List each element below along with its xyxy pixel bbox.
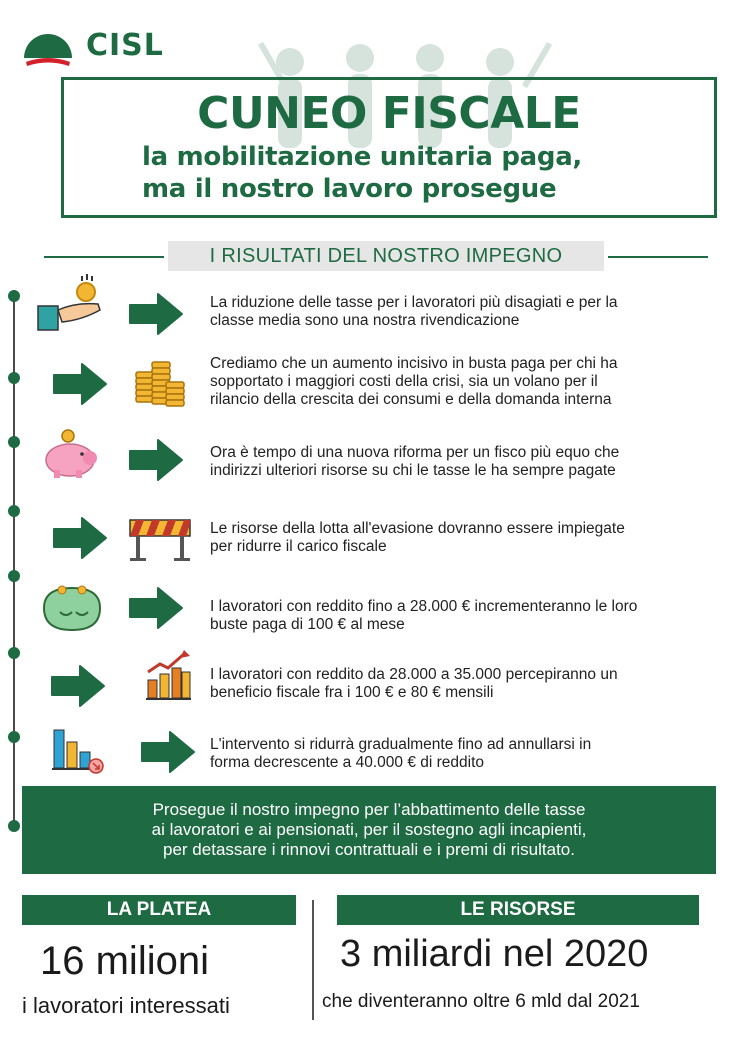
cisl-logo <box>22 18 222 74</box>
platea-label: LA PLATEA <box>22 895 296 925</box>
timeline-dot <box>8 570 20 582</box>
section-rule-right <box>608 256 708 258</box>
item-text: I lavoratori con reddito fino a 28.000 € incrementeranno le loro buste paga di 100 € al mese <box>210 598 638 633</box>
risorse-caption: che diventeranno oltre 6 mld dal 2021 <box>322 991 640 1012</box>
title-subtitle-line2: ma il nostro lavoro prosegue <box>142 174 557 204</box>
arrow-icon <box>140 730 196 774</box>
commitment-panel <box>22 786 716 874</box>
hand-coin-icon <box>36 272 106 332</box>
decline-chart-icon <box>50 726 106 778</box>
risorse-label: LE RISORSE <box>337 895 699 925</box>
stats-divider <box>312 900 314 1020</box>
arrow-icon <box>128 438 184 482</box>
risorse-value: 3 miliardi nel 2020 <box>340 933 649 975</box>
arrow-icon <box>128 586 184 630</box>
panel-line1: Prosegue il nostro impegno per l’abbattimento delle tasse <box>152 800 586 819</box>
arrow-icon <box>52 362 108 406</box>
timeline-dot <box>8 372 20 384</box>
coin-stacks-icon <box>132 358 188 410</box>
timeline-dot <box>8 290 20 302</box>
piggy-bank-icon <box>40 428 102 480</box>
title-subtitle-line1: la mobilitazione unitaria paga, <box>142 142 583 172</box>
item-text: Le risorse della lotta all'evasione dovranno essere impiegate per ridurre il carico fiscale <box>210 520 625 555</box>
section-rule-left <box>44 256 164 258</box>
barrier-icon <box>128 516 192 562</box>
title-box <box>61 77 717 218</box>
brand-name: CISL <box>86 28 164 63</box>
title-main: CUNEO FISCALE <box>197 88 581 139</box>
item-text: Ora è tempo di una nuova riforma per un fisco più equo che indirizzi ulteriori risorse su chi le tasse le ha sempre pagate <box>210 444 620 479</box>
cisl-logo-mark <box>22 18 74 70</box>
item-text: La riduzione delle tasse per i lavoratori più disagiati e per la classe media sono una nostra rivendicazione <box>210 294 618 329</box>
timeline-dot <box>8 647 20 659</box>
timeline-dot <box>8 436 20 448</box>
item-text: Crediamo che un aumento incisivo in busta paga per chi ha sopportato i maggiori costi della crisi, sia un volano per il rilancio della crescita dei consumi e della domanda interna <box>210 355 618 408</box>
timeline-dot <box>8 731 20 743</box>
panel-line3: per detassare i rinnovi contrattuali e i premi di risultato. <box>163 840 575 859</box>
timeline-dot <box>8 820 20 832</box>
coin-purse-icon <box>38 582 106 634</box>
platea-value: 16 milioni <box>40 939 209 983</box>
panel-line2: ai lavoratori e ai pensionati, per il sostegno agli incapienti, <box>151 820 587 839</box>
arrow-icon <box>52 516 108 560</box>
section-header: I RISULTATI DEL NOSTRO IMPEGNO <box>168 241 604 271</box>
growth-chart-icon <box>144 650 192 702</box>
timeline-dot <box>8 505 20 517</box>
arrow-icon <box>50 664 106 708</box>
item-text: L'intervento si ridurrà gradualmente fino ad annullarsi in forma decrescente a 40.000 € di reddito <box>210 736 592 771</box>
item-text: I lavoratori con reddito da 28.000 a 35.000 percepiranno un beneficio fiscale fra i 100 € e 80 € mensili <box>210 666 618 701</box>
arrow-icon <box>128 292 184 336</box>
platea-caption: i lavoratori interessati <box>22 993 230 1018</box>
